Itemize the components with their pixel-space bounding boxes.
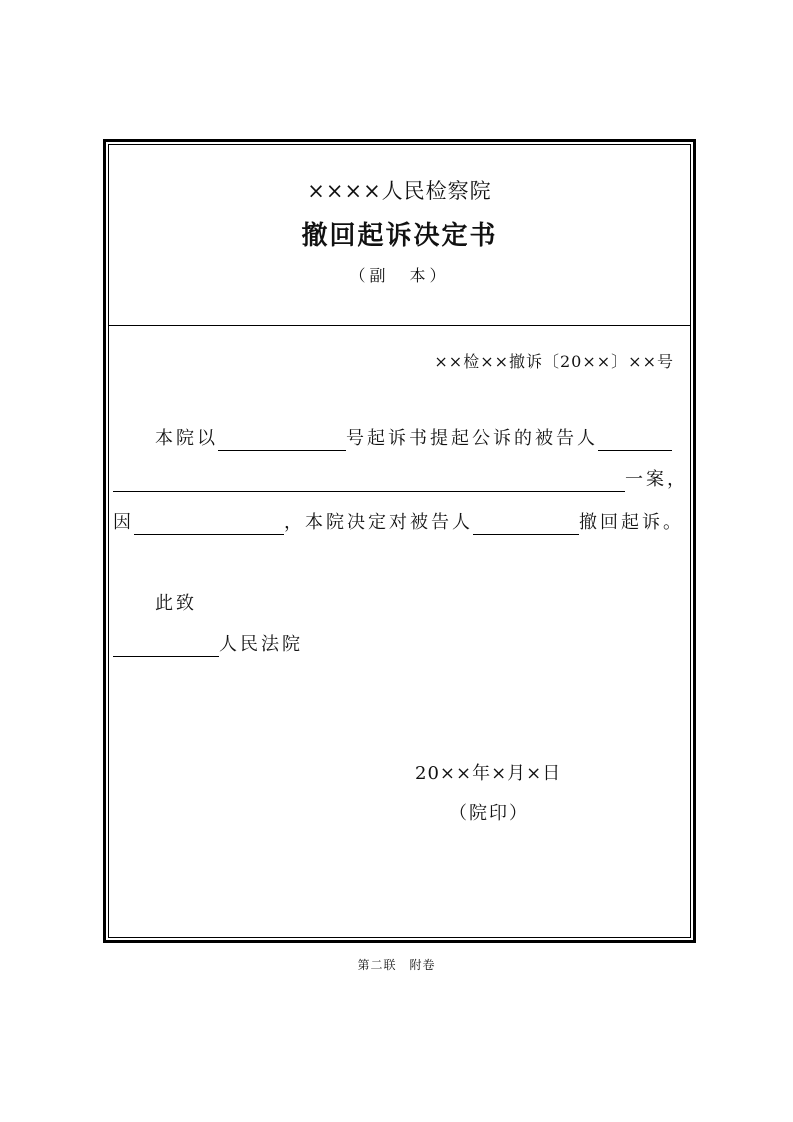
- seal-label: （院印）: [449, 803, 529, 824]
- header-section: [109, 145, 690, 326]
- reason-blank[interactable]: [134, 514, 284, 535]
- document-title: 撤回起诉决定书: [301, 221, 498, 251]
- court-line: [113, 633, 303, 657]
- copy-label: （副 本）: [349, 266, 450, 285]
- court-name-blank[interactable]: [113, 636, 219, 657]
- copy-footer-note: 第二联 附卷: [357, 958, 436, 972]
- document-number: ××检××撤诉〔20××〕××号: [434, 352, 674, 371]
- salutation: 此致: [155, 593, 197, 614]
- line2-suffix: 一案，: [625, 469, 688, 490]
- case-description-blank[interactable]: [113, 471, 625, 492]
- date-line: 20××年×月×日: [415, 763, 562, 784]
- line3-suffix: 撤回起诉。: [579, 512, 684, 533]
- body-line-2: [113, 468, 688, 492]
- form-frame: [103, 139, 696, 943]
- line3-prefix: 因: [113, 512, 134, 533]
- line3-middle: ，本院决定对被告人: [284, 512, 473, 533]
- line1-prefix: 本院以: [155, 428, 218, 449]
- defendant-name-blank-1[interactable]: [598, 430, 672, 451]
- court-suffix: 人民法院: [219, 634, 303, 655]
- indictment-number-blank[interactable]: [218, 430, 346, 451]
- organization-name: ××××人民检察院: [307, 179, 492, 203]
- line1-middle: 号起诉书提起公诉的被告人: [346, 428, 598, 449]
- body-line-3: [113, 511, 684, 535]
- defendant-name-blank-2[interactable]: [473, 514, 579, 535]
- body-line-1: [155, 427, 672, 451]
- form-inner-border: [108, 144, 691, 938]
